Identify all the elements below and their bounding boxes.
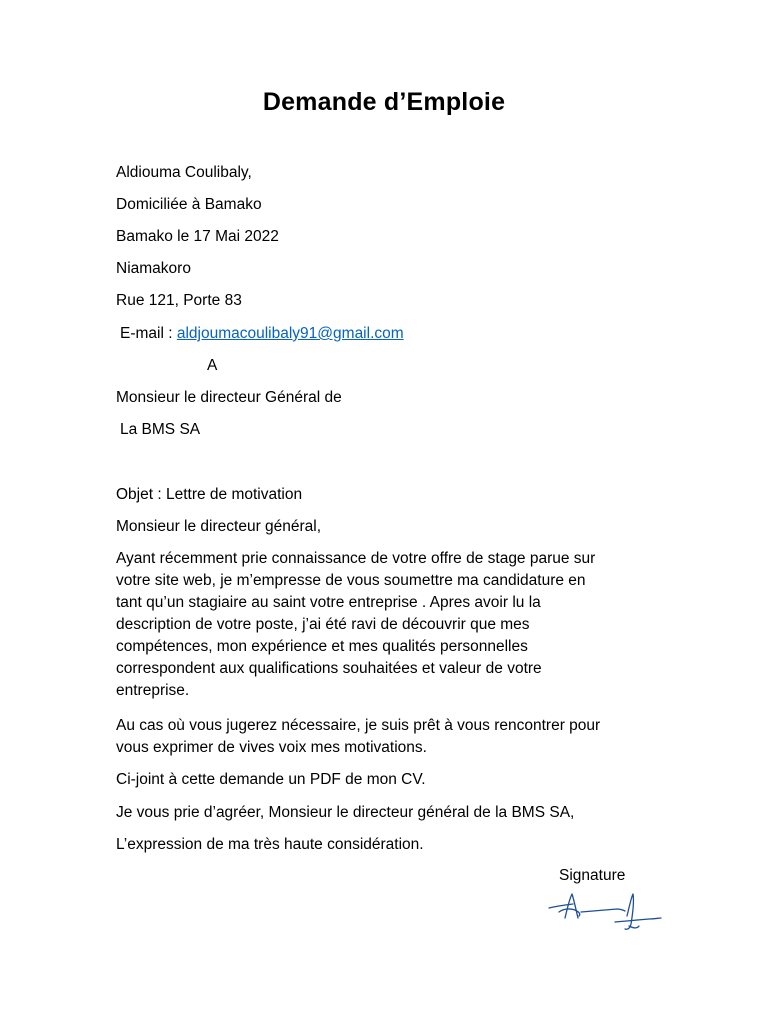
sender-date: Bamako le 17 Mai 2022 <box>116 228 279 245</box>
closing-line-2: L’expression de ma très haute considération. <box>116 836 424 853</box>
sender-district: Niamakoro <box>116 260 191 277</box>
letter-salutation: Monsieur le directeur général, <box>116 518 322 535</box>
handwritten-signature <box>545 888 665 934</box>
letter-title: Demande d’Emploie <box>262 88 506 116</box>
paragraph-line: Ayant récemment prie connaissance de votre offre de stage parue sur <box>116 550 596 567</box>
sender-name: Aldiouma Coulibaly, <box>116 164 252 181</box>
sender-street: Rue 121, Porte 83 <box>116 292 242 309</box>
recipient-marker: A <box>207 357 218 374</box>
paragraph-line: compétences, mon expérience et mes qualités personnelles <box>116 638 528 655</box>
body-paragraph-3: Ci-joint à cette demande un PDF de mon CV. <box>116 771 426 788</box>
email-link[interactable]: aldjoumacoulibaly91@gmail.com <box>176 325 404 342</box>
signature-label: Signature <box>559 867 626 884</box>
sender-residence: Domiciliée à Bamako <box>116 196 262 213</box>
paragraph-line: correspondent aux qualifications souhaitées et valeur de votre <box>116 660 542 677</box>
paragraph-line: Au cas où vous jugerez nécessaire, je suis prêt à vous rencontrer pour <box>116 717 601 734</box>
sender-email-row <box>120 324 404 344</box>
recipient-line-1: Monsieur le directeur Général de <box>116 389 342 406</box>
paragraph-line: vous exprimer de vives voix mes motivations. <box>116 739 427 756</box>
paragraph-line: tant qu’un stagiaire au saint votre entreprise . Apres avoir lu la <box>116 594 541 611</box>
closing-line-1: Je vous prie d’agréer, Monsieur le directeur général de la BMS SA, <box>116 804 575 821</box>
email-label: E-mail : <box>120 325 177 342</box>
body-paragraph-2 <box>116 715 646 759</box>
paragraph-line: votre site web, je m’empresse de vous soumettre ma candidature en <box>116 572 586 589</box>
body-paragraph-1 <box>116 548 646 702</box>
recipient-line-2: La BMS SA <box>120 421 201 438</box>
paragraph-line: entreprise. <box>116 682 190 699</box>
letter-subject: Objet : Lettre de motivation <box>116 486 303 503</box>
paragraph-line: description de votre poste, j’ai été ravi de découvrir que mes <box>116 616 530 633</box>
